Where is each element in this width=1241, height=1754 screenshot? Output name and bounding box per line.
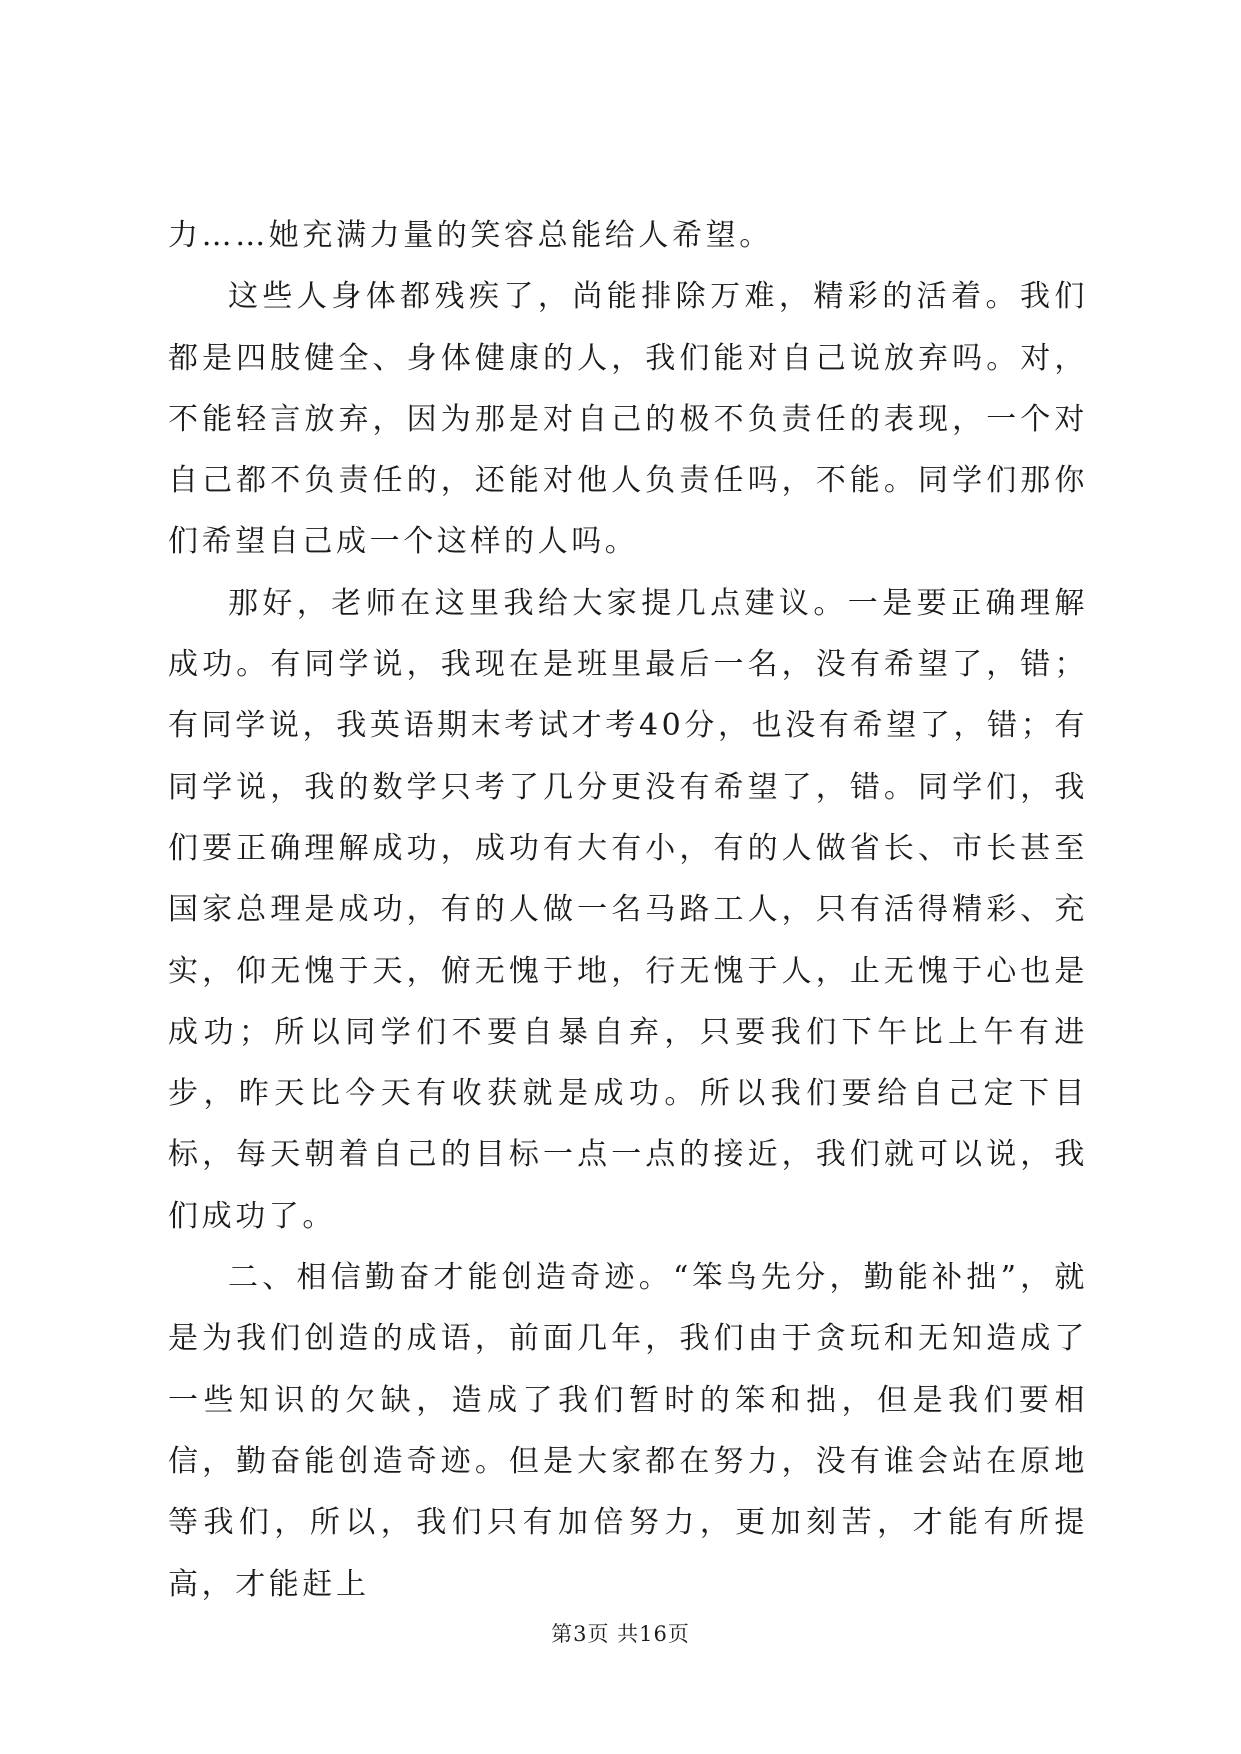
paragraph: 二、相信勤奋才能创造奇迹。“笨鸟先分，勤能补拙”，就是为我们创造的成语，前面几年，我们由于贪玩和无知造成了一些知识的欠缺，造成了我们暂时的笨和拙，但是我们要相信，勤奋能创造奇迹。但是大家都在努力，没有谁会站在原地等我们，所以，我们只有加倍努力，更加刻苦，才能有所提高，才能赶上 [168, 1260, 1088, 1602]
document-body [168, 205, 1088, 1615]
page-number-footer: 第3页 共16页 [551, 1622, 690, 1646]
paragraph: 这些人身体都残疾了，尚能排除万难，精彩的活着。我们都是四肢健全、身体健康的人，我们能对自己说放弃吗。对，不能轻言放弃，因为那是对自己的极不负责任的表现，一个对自己都不负责任的，还能对他人负责任吗，不能。同学们那你们希望自己成一个这样的人吗。 [168, 279, 1088, 560]
paragraph-continuation: 力……她充满力量的笑容总能给人希望。 [168, 218, 773, 253]
paragraph: 那好，老师在这里我给大家提几点建议。一是要正确理解成功。有同学说，我现在是班里最后一名，没有希望了，错；有同学说，我英语期末考试才考40分，也没有希望了，错；有同学说，我的数学只考了几分更没有希望了，错。同学们，我们要正确理解成功，成功有大有小，有的人做省长、市长甚至国家总理是成功，有的人做一名马路工人，只有活得精彩、充实，仰无愧于天，俯无愧于地，行无愧于人，止无愧于心也是成功；所以同学们不要自暴自弃，只要我们下午比上午有进步，昨天比今天有收获就是成功。所以我们要给自己定下目标，每天朝着自己的目标一点一点的接近，我们就可以说，我们成功了。 [168, 585, 1088, 1234]
